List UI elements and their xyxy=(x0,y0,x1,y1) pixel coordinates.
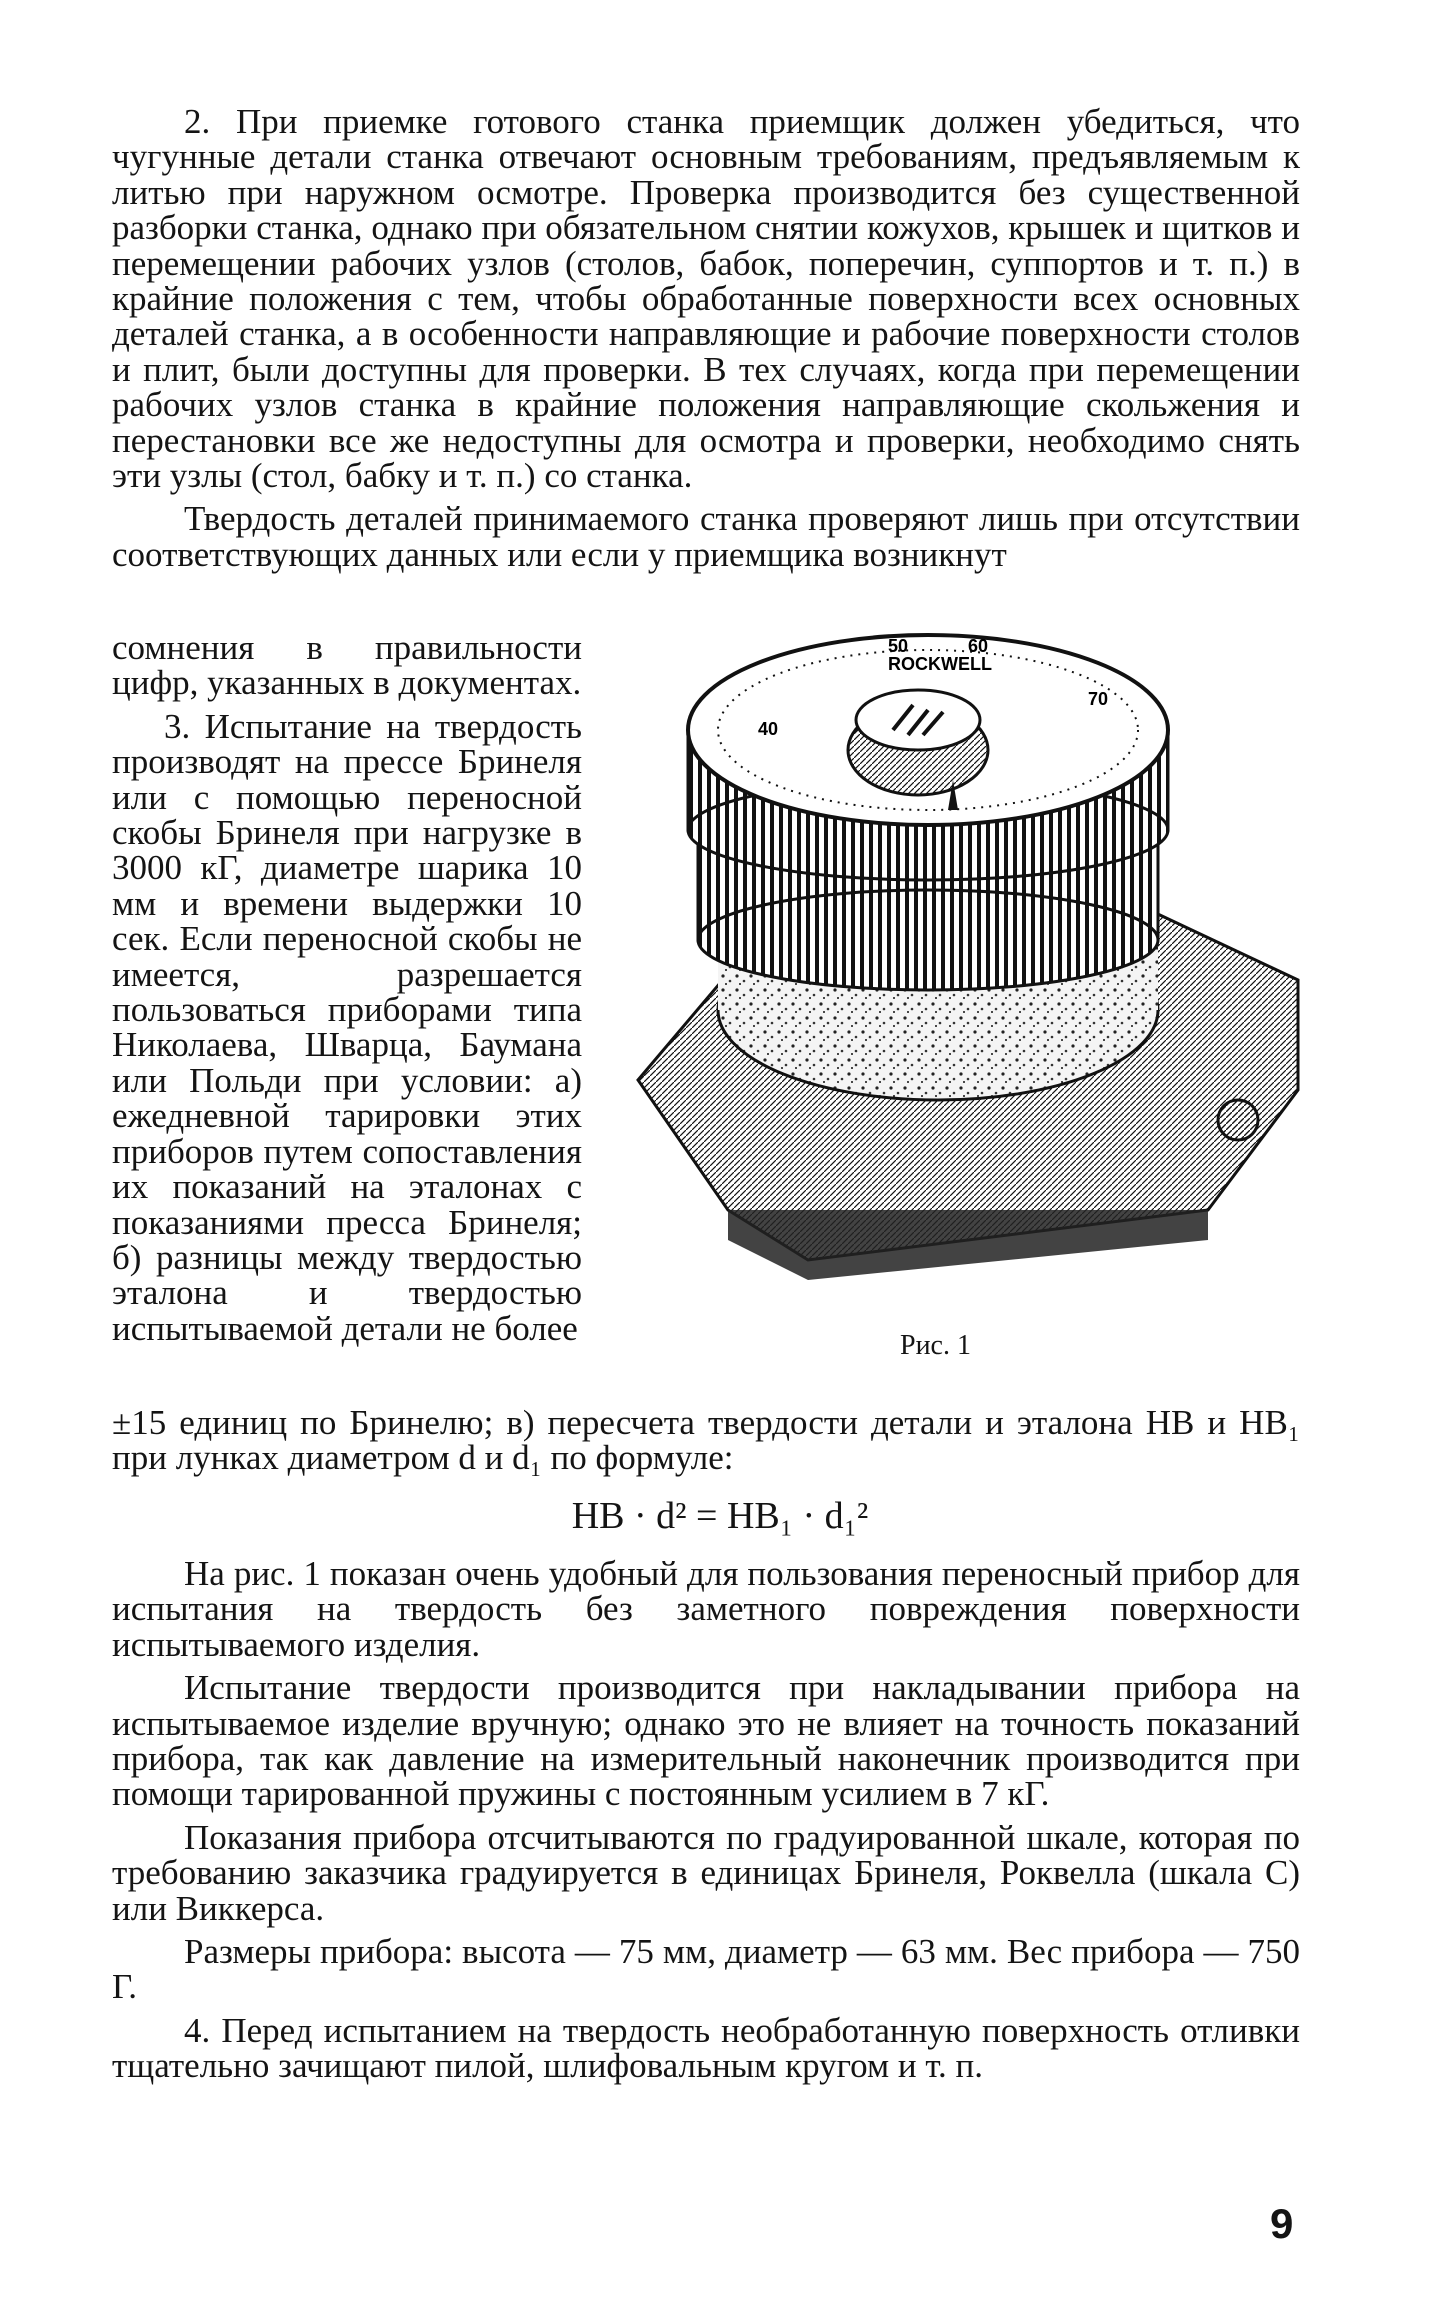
page-number: 9 xyxy=(1270,2200,1294,2247)
paragraph-scale-reading: Показания прибора отсчитываются по градуированной шкале, которая по требованию заказчика градуируется в единицах Бринеля, Роквелла (шкала С) или Виккерса. xyxy=(112,1817,1300,1928)
paragraph-hardness-check: Твердость деталей принимаемого станка проверяют лишь при отсутствии соответствующих данных или если у приемщика возникнут xyxy=(112,499,1300,574)
paragraph-section-4: 4. Перед испытанием на твердость необработанную поверхность отливки тщательно зачищают пилой, шлифовальным кругом и т. п. xyxy=(112,2010,1300,2086)
dial-number-40: 40 xyxy=(758,719,779,739)
text-after-figure xyxy=(112,1405,1300,1476)
formula: HB · d² = HB₁ · d₁² xyxy=(571,1495,869,1537)
text-block-bottom xyxy=(112,1556,1300,2084)
paragraph-dimensions: Размеры прибора: высота — 75 мм, диаметр — 63 мм. Вес прибора — 750 Г. xyxy=(112,1932,1300,2007)
paragraph-fig-description: На рис. 1 показан очень удобный для пользования переносный прибор для испытания на твердость без заметного повреждения поверхности испытываемого изделия. xyxy=(112,1554,1300,1664)
hardness-tester-illustration xyxy=(608,636,1308,1290)
paragraph-continuation: сомнения в правильности цифр, указанных в документах. xyxy=(112,628,582,703)
paragraph-section-2: 2. При приемке готового станка приемщик должен убедиться, что чугунные детали станка отвечают основным требованиям, предъявляемым к литью при наружном осмотре. Проверка производится без существенной разборки станка, однако при обязательном снятии кожухов, крышек и щитков и перемещении рабочих узлов (столов, бабок, поперечин, суппортов и т. п.) в крайние положения с тем, чтобы обработанные поверхности всех основных деталей станка, а в особенности направляющие и рабочие поверхности столов и плит, были доступны для проверки. В тех случаях, когда при перемещении рабочих узлов станка в крайние положения направляющие скольжения и перестановки все же недоступны для осмотра и проверки, необходимо снять эти узлы (стол, бабку и т. п.) со станка. xyxy=(112,102,1300,496)
figure-hardness-tester xyxy=(608,636,1308,1290)
figure-caption: Рис. 1 xyxy=(900,1330,971,1361)
paragraph-recalculation: ±15 единиц по Бринелю; в) пересчета твердости детали и эталона НВ и НВ₁ при лунках диаметром d и d₁ по формуле: xyxy=(112,1403,1300,1478)
dial-number-50: 50 xyxy=(888,636,909,656)
text-column-left xyxy=(112,630,582,1346)
dial-number-60: 60 xyxy=(968,636,989,656)
dial-brand: ROCKWELL xyxy=(888,654,992,674)
paragraph-section-3: 3. Испытание на твердость производят на прессе Бринеля или с помощью переносной скобы Бринеля при нагрузке в 3000 кГ, диаметре шарика 10 мм и времени выдержки 10 сек. Если переносной скобы не имеется, разрешается пользоваться приборами типа Николаева, Шварца, Баумана или Польди при условии: а) ежедневной тарировки этих приборов путем сопоставления их показаний на эталонах с показаниями пресса Бринеля; б) разницы между твердостью эталона и твердостью испытываемой детали не более xyxy=(112,706,582,1348)
text-block-top xyxy=(112,104,1300,572)
paragraph-test-procedure: Испытание твердости производится при накладывании прибора на испытываемое изделие вручную; однако это не влияет на точность показаний прибора, так как давление на измерительный наконечник производится при помощи тарированной пружины с постоянным усилием в 7 кГ. xyxy=(112,1668,1300,1814)
dial-number-70: 70 xyxy=(1088,689,1109,709)
